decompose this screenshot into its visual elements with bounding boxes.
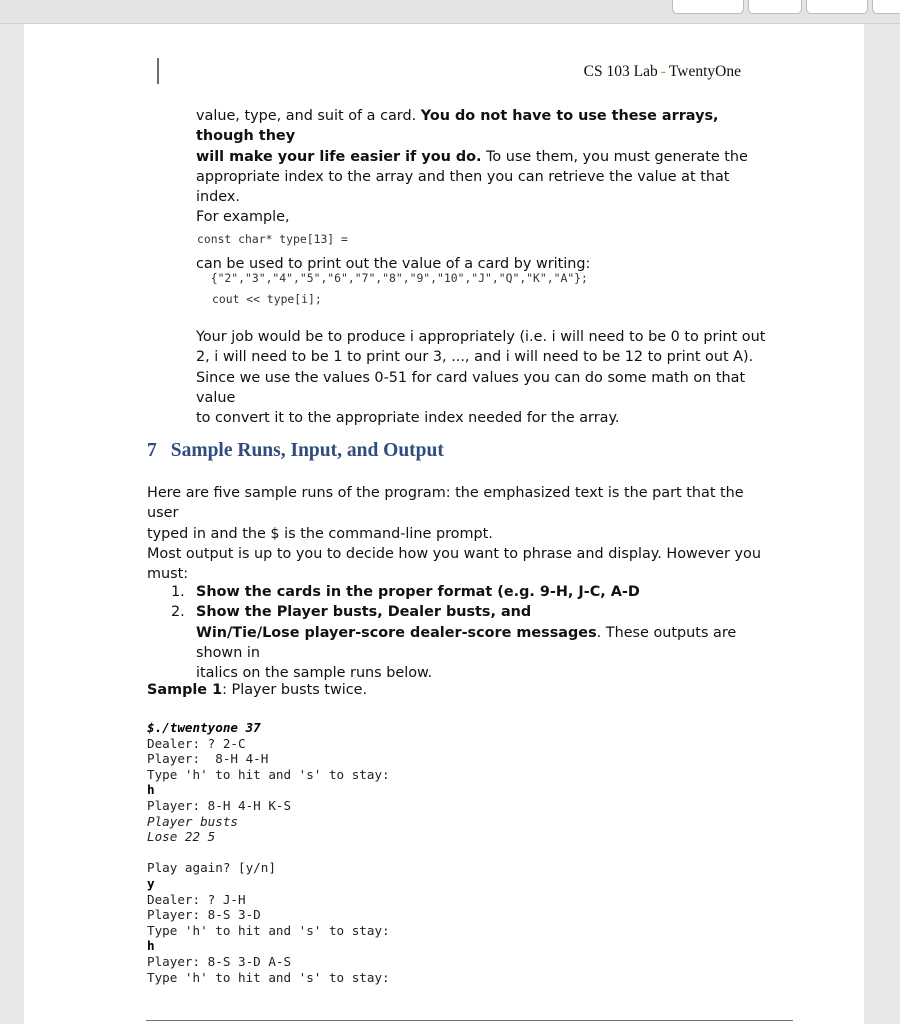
sample-intro-line: Here are five sample runs of the program: the emphasized text is the part that the user bbox=[147, 485, 744, 522]
intro-line: appropriate index to the array and then you can retrieve the value at that index. bbox=[196, 168, 730, 206]
list-number: 1. bbox=[171, 584, 185, 600]
terminal-line: Player: 8-S 3-D bbox=[147, 907, 261, 923]
terminal-output bbox=[147, 720, 390, 985]
terminal-line: Player: 8-H 4-H K-S bbox=[147, 797, 292, 813]
viewer-toolbar bbox=[0, 0, 900, 24]
terminal-user-input: h bbox=[147, 938, 155, 954]
list-number: 2. bbox=[171, 604, 185, 621]
header-separator: - bbox=[660, 63, 666, 80]
terminal-line: Player: 8-S 3-D A-S bbox=[147, 953, 292, 969]
requirements-list bbox=[171, 582, 756, 683]
sample-intro-line: must: bbox=[147, 566, 189, 583]
intro-emphasis-cont: will make your life easier if you do. bbox=[196, 148, 482, 165]
page-header bbox=[584, 63, 741, 81]
intro-text-cont: To use them, you must generate the bbox=[481, 148, 748, 165]
section-title: Sample Runs, Input, and Output bbox=[170, 440, 444, 461]
terminal-line: Player: 8-H 4-H bbox=[147, 751, 269, 767]
list-item bbox=[171, 582, 756, 602]
list-item-text-plain: italics on the sample runs below. bbox=[196, 665, 433, 682]
sample-description: : Player busts twice. bbox=[222, 682, 368, 698]
header-course: CS 103 Lab bbox=[583, 63, 658, 80]
toolbar-annotate-button[interactable] bbox=[806, 0, 868, 14]
terminal-user-input: y bbox=[147, 875, 155, 891]
print-paragraph: can be used to print out the value of a card by writing: bbox=[196, 256, 591, 272]
list-item-text: Show the Player busts, Dealer busts, and bbox=[196, 604, 532, 621]
terminal-line: Dealer: ? J-H bbox=[147, 891, 246, 907]
job-line: Since we use the values 0-51 for card values you can do some math on that value bbox=[196, 369, 746, 406]
sample-1-heading bbox=[147, 682, 367, 698]
section-heading bbox=[147, 440, 444, 462]
job-line: Your job would be to produce i appropriately (i.e. i will need to be 0 to print out bbox=[196, 329, 766, 345]
sample-intro-paragraph bbox=[147, 483, 767, 584]
list-item bbox=[171, 602, 756, 683]
toolbar-share-button[interactable] bbox=[748, 0, 802, 14]
terminal-line: Play again? [y/n] bbox=[147, 860, 276, 876]
job-line: to convert it to the appropriate index needed for the array. bbox=[196, 410, 620, 427]
intro-text: value, type, and suit of a card. bbox=[196, 108, 421, 124]
terminal-blank-line bbox=[147, 845, 390, 861]
terminal-line: Type 'h' to hit and 's' to stay: bbox=[147, 922, 390, 938]
terminal-line: Type 'h' to hit and 's' to stay: bbox=[147, 969, 390, 985]
header-lab-name: TwentyOne bbox=[668, 63, 741, 80]
code-line: {"2","3","4","5","6","7","8","9","10","J","Q","K","A"}; bbox=[197, 271, 588, 285]
section-number: 7 bbox=[147, 440, 157, 461]
sample-label: Sample 1 bbox=[147, 682, 223, 698]
list-item-text: Show the cards in the proper format (e.g. 9-H, J-C, A-D bbox=[196, 584, 640, 600]
terminal-status-line: Lose 22 5 bbox=[147, 829, 216, 845]
toolbar-search-button[interactable] bbox=[872, 0, 900, 14]
page-divider bbox=[146, 1020, 793, 1021]
job-line: 2, i will need to be 1 to print our 3, ..., and i will need to be 12 to print out A). bbox=[196, 349, 754, 366]
terminal-line: Type 'h' to hit and 's' to stay: bbox=[147, 766, 390, 782]
terminal-line: Dealer: ? 2-C bbox=[147, 735, 246, 751]
sample-intro-line: typed in and the $ is the command-line prompt. bbox=[147, 525, 493, 542]
toolbar-markup-button[interactable] bbox=[672, 0, 744, 14]
terminal-status-line: Player busts bbox=[147, 813, 238, 829]
intro-emphasis: You do not have to use these arrays, though they bbox=[196, 108, 719, 145]
list-item-text: Win/Tie/Lose player-score dealer-score messages bbox=[196, 624, 597, 641]
terminal-user-input: h bbox=[147, 782, 155, 798]
text-cursor bbox=[157, 58, 159, 84]
code-array-block bbox=[196, 207, 591, 298]
list-item-text-plain: . These outputs are shown in bbox=[196, 624, 737, 661]
intro-line: For example, bbox=[196, 209, 290, 226]
sample-intro-line: Most output is up to you to decide how you want to phrase and display. However you bbox=[147, 545, 761, 562]
job-paragraph bbox=[196, 327, 766, 428]
code-cout: cout << type[i]; bbox=[212, 292, 322, 306]
code-line: const char* type[13] = bbox=[197, 232, 348, 246]
terminal-command: $./twentyone 37 bbox=[147, 720, 261, 735]
